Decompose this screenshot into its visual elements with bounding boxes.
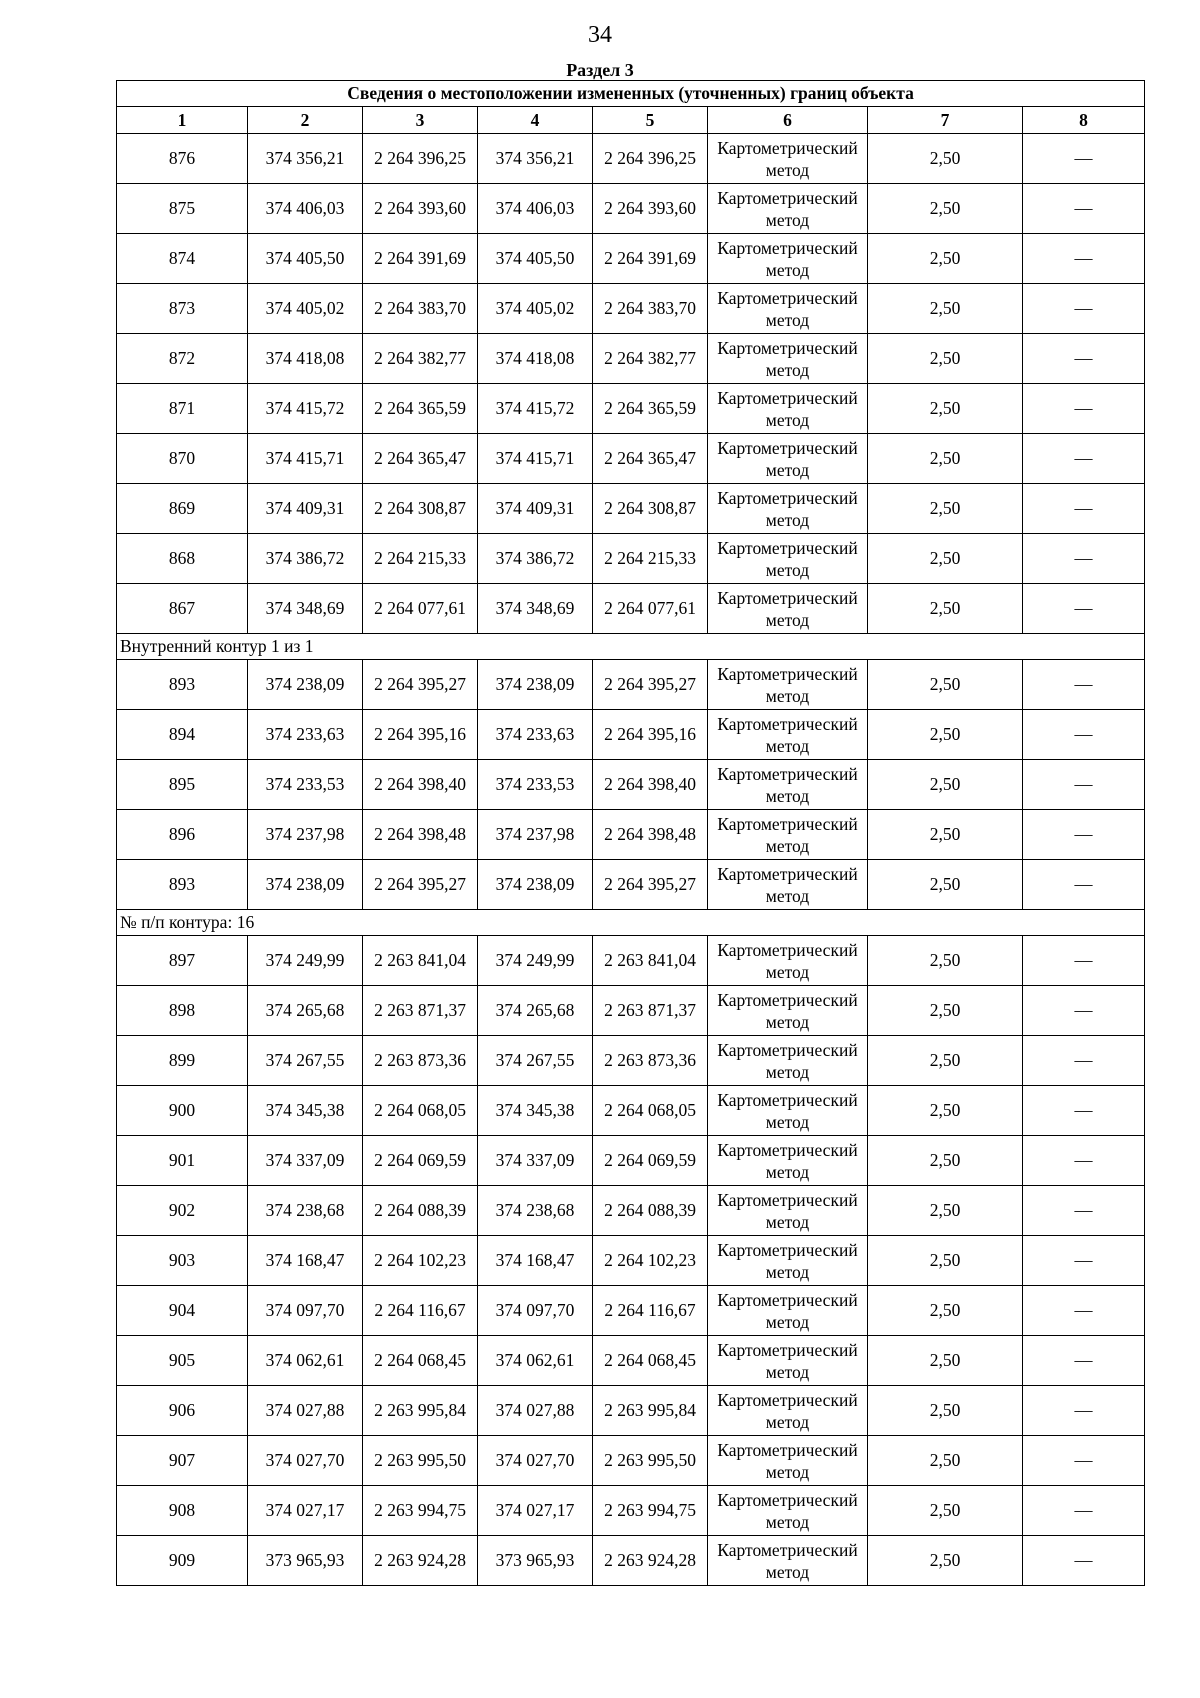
method-cell: Картометрический метод (708, 1236, 868, 1286)
y-refined-cell: 2 264 068,05 (593, 1086, 708, 1136)
accuracy-cell: 2,50 (868, 334, 1023, 384)
accuracy-cell: 2,50 (868, 1386, 1023, 1436)
point-number-cell: 896 (117, 810, 248, 860)
column-number: 7 (868, 107, 1023, 134)
column-number: 6 (708, 107, 868, 134)
point-number-cell: 872 (117, 334, 248, 384)
accuracy-cell: 2,50 (868, 284, 1023, 334)
x-refined-cell: 373 965,93 (478, 1536, 593, 1586)
description-cell: — (1023, 986, 1145, 1036)
x-existing-cell: 374 027,17 (248, 1486, 363, 1536)
y-existing-cell: 2 263 924,28 (363, 1536, 478, 1586)
description-cell: — (1023, 1336, 1145, 1386)
accuracy-cell: 2,50 (868, 1436, 1023, 1486)
y-refined-cell: 2 264 088,39 (593, 1186, 708, 1236)
point-number-cell: 873 (117, 284, 248, 334)
method-cell: Картометрический метод (708, 860, 868, 910)
description-cell: — (1023, 134, 1145, 184)
description-cell: — (1023, 334, 1145, 384)
y-refined-cell: 2 264 391,69 (593, 234, 708, 284)
x-existing-cell: 374 238,09 (248, 660, 363, 710)
accuracy-cell: 2,50 (868, 660, 1023, 710)
table-row (117, 584, 1145, 634)
accuracy-cell: 2,50 (868, 1186, 1023, 1236)
table-row (117, 534, 1145, 584)
accuracy-cell: 2,50 (868, 1036, 1023, 1086)
y-refined-cell: 2 264 116,67 (593, 1286, 708, 1336)
section-title: Раздел 3 (566, 60, 634, 80)
method-cell: Картометрический метод (708, 384, 868, 434)
table-row (117, 1486, 1145, 1536)
accuracy-cell: 2,50 (868, 584, 1023, 634)
table-row (117, 1336, 1145, 1386)
table-row (117, 1086, 1145, 1136)
contour-heading: № п/п контура: 16 (117, 910, 1145, 936)
table-row (117, 986, 1145, 1036)
point-number-cell: 903 (117, 1236, 248, 1286)
x-refined-cell: 374 168,47 (478, 1236, 593, 1286)
x-refined-cell: 374 237,98 (478, 810, 593, 860)
table-row (117, 710, 1145, 760)
x-refined-cell: 374 405,02 (478, 284, 593, 334)
table-row (117, 1036, 1145, 1086)
x-refined-cell: 374 409,31 (478, 484, 593, 534)
description-cell: — (1023, 1136, 1145, 1186)
method-cell: Картометрический метод (708, 1336, 868, 1386)
y-existing-cell: 2 264 383,70 (363, 284, 478, 334)
description-cell: — (1023, 1036, 1145, 1086)
y-refined-cell: 2 263 871,37 (593, 986, 708, 1036)
accuracy-cell: 2,50 (868, 936, 1023, 986)
accuracy-cell: 2,50 (868, 760, 1023, 810)
y-refined-cell: 2 263 924,28 (593, 1536, 708, 1586)
method-cell: Картометрический метод (708, 334, 868, 384)
column-number: 3 (363, 107, 478, 134)
point-number-cell: 908 (117, 1486, 248, 1536)
x-refined-cell: 374 267,55 (478, 1036, 593, 1086)
contour-heading-row (117, 910, 1145, 936)
table-caption: Сведения о местоположении измененных (уточненных) границ объекта (117, 81, 1145, 107)
method-cell: Картометрический метод (708, 936, 868, 986)
x-existing-cell: 374 233,63 (248, 710, 363, 760)
accuracy-cell: 2,50 (868, 234, 1023, 284)
x-existing-cell: 374 406,03 (248, 184, 363, 234)
accuracy-cell: 2,50 (868, 810, 1023, 860)
y-existing-cell: 2 264 102,23 (363, 1236, 478, 1286)
y-refined-cell: 2 264 396,25 (593, 134, 708, 184)
column-number: 1 (117, 107, 248, 134)
method-cell: Картометрический метод (708, 1086, 868, 1136)
table-row (117, 334, 1145, 384)
table-row (117, 1286, 1145, 1336)
description-cell: — (1023, 810, 1145, 860)
point-number-cell: 893 (117, 660, 248, 710)
method-cell: Картометрический метод (708, 1486, 868, 1536)
x-existing-cell: 374 415,71 (248, 434, 363, 484)
accuracy-cell: 2,50 (868, 1236, 1023, 1286)
table-row (117, 484, 1145, 534)
y-existing-cell: 2 264 069,59 (363, 1136, 478, 1186)
table-row (117, 860, 1145, 910)
x-refined-cell: 374 418,08 (478, 334, 593, 384)
accuracy-cell: 2,50 (868, 1286, 1023, 1336)
accuracy-cell: 2,50 (868, 1486, 1023, 1536)
y-existing-cell: 2 264 398,40 (363, 760, 478, 810)
table-row (117, 284, 1145, 334)
x-existing-cell: 374 337,09 (248, 1136, 363, 1186)
y-existing-cell: 2 264 068,45 (363, 1336, 478, 1386)
point-number-cell: 875 (117, 184, 248, 234)
x-refined-cell: 374 249,99 (478, 936, 593, 986)
table-row (117, 1236, 1145, 1286)
y-refined-cell: 2 264 383,70 (593, 284, 708, 334)
method-cell: Картометрический метод (708, 760, 868, 810)
y-existing-cell: 2 264 398,48 (363, 810, 478, 860)
description-cell: — (1023, 1386, 1145, 1436)
x-refined-cell: 374 062,61 (478, 1336, 593, 1386)
method-cell: Картометрический метод (708, 1136, 868, 1186)
x-refined-cell: 374 415,72 (478, 384, 593, 434)
accuracy-cell: 2,50 (868, 1086, 1023, 1136)
y-refined-cell: 2 264 068,45 (593, 1336, 708, 1386)
contour-heading: Внутренний контур 1 из 1 (117, 634, 1145, 660)
x-existing-cell: 374 409,31 (248, 484, 363, 534)
method-cell: Картометрический метод (708, 134, 868, 184)
description-cell: — (1023, 1536, 1145, 1586)
x-existing-cell: 374 386,72 (248, 534, 363, 584)
method-cell: Картометрический метод (708, 584, 868, 634)
y-existing-cell: 2 264 395,27 (363, 860, 478, 910)
x-existing-cell: 374 356,21 (248, 134, 363, 184)
description-cell: — (1023, 1186, 1145, 1236)
method-cell: Картометрический метод (708, 810, 868, 860)
y-refined-cell: 2 263 995,84 (593, 1386, 708, 1436)
x-refined-cell: 374 027,17 (478, 1486, 593, 1536)
x-refined-cell: 374 238,09 (478, 660, 593, 710)
point-number-cell: 900 (117, 1086, 248, 1136)
accuracy-cell: 2,50 (868, 384, 1023, 434)
description-cell: — (1023, 434, 1145, 484)
table-row (117, 384, 1145, 434)
column-number: 8 (1023, 107, 1145, 134)
description-cell: — (1023, 710, 1145, 760)
point-number-cell: 874 (117, 234, 248, 284)
contour-heading-row (117, 634, 1145, 660)
description-cell: — (1023, 860, 1145, 910)
point-number-cell: 876 (117, 134, 248, 184)
point-number-cell: 867 (117, 584, 248, 634)
y-refined-cell: 2 263 994,75 (593, 1486, 708, 1536)
y-refined-cell: 2 264 395,16 (593, 710, 708, 760)
y-existing-cell: 2 264 308,87 (363, 484, 478, 534)
x-existing-cell: 374 237,98 (248, 810, 363, 860)
y-refined-cell: 2 264 069,59 (593, 1136, 708, 1186)
table-row (117, 134, 1145, 184)
y-refined-cell: 2 264 102,23 (593, 1236, 708, 1286)
accuracy-cell: 2,50 (868, 1136, 1023, 1186)
table-row (117, 1386, 1145, 1436)
point-number-cell: 897 (117, 936, 248, 986)
method-cell: Картометрический метод (708, 1036, 868, 1086)
description-cell: — (1023, 1486, 1145, 1536)
accuracy-cell: 2,50 (868, 1336, 1023, 1386)
y-existing-cell: 2 264 382,77 (363, 334, 478, 384)
y-existing-cell: 2 264 068,05 (363, 1086, 478, 1136)
y-existing-cell: 2 264 391,69 (363, 234, 478, 284)
point-number-cell: 901 (117, 1136, 248, 1186)
column-number: 2 (248, 107, 363, 134)
method-cell: Картометрический метод (708, 434, 868, 484)
point-number-cell: 870 (117, 434, 248, 484)
method-cell: Картометрический метод (708, 484, 868, 534)
description-cell: — (1023, 284, 1145, 334)
x-existing-cell: 374 238,68 (248, 1186, 363, 1236)
y-existing-cell: 2 264 077,61 (363, 584, 478, 634)
x-refined-cell: 374 386,72 (478, 534, 593, 584)
method-cell: Картометрический метод (708, 534, 868, 584)
x-existing-cell: 374 233,53 (248, 760, 363, 810)
y-refined-cell: 2 264 215,33 (593, 534, 708, 584)
column-number: 4 (478, 107, 593, 134)
table-row (117, 760, 1145, 810)
method-cell: Картометрический метод (708, 660, 868, 710)
point-number-cell: 899 (117, 1036, 248, 1086)
x-refined-cell: 374 233,63 (478, 710, 593, 760)
y-existing-cell: 2 264 365,59 (363, 384, 478, 434)
x-refined-cell: 374 233,53 (478, 760, 593, 810)
y-refined-cell: 2 264 398,40 (593, 760, 708, 810)
method-cell: Картометрический метод (708, 1536, 868, 1586)
column-number: 5 (593, 107, 708, 134)
y-refined-cell: 2 263 873,36 (593, 1036, 708, 1086)
method-cell: Картометрический метод (708, 284, 868, 334)
y-existing-cell: 2 264 365,47 (363, 434, 478, 484)
y-refined-cell: 2 264 395,27 (593, 660, 708, 710)
table-row (117, 1186, 1145, 1236)
description-cell: — (1023, 1286, 1145, 1336)
y-existing-cell: 2 264 393,60 (363, 184, 478, 234)
description-cell: — (1023, 534, 1145, 584)
point-number-cell: 905 (117, 1336, 248, 1386)
point-number-cell: 902 (117, 1186, 248, 1236)
table-caption-row (117, 81, 1145, 107)
x-existing-cell: 374 418,08 (248, 334, 363, 384)
point-number-cell: 893 (117, 860, 248, 910)
point-number-cell: 904 (117, 1286, 248, 1336)
accuracy-cell: 2,50 (868, 860, 1023, 910)
accuracy-cell: 2,50 (868, 710, 1023, 760)
y-refined-cell: 2 263 841,04 (593, 936, 708, 986)
boundary-coordinates-table (116, 80, 1145, 1586)
table-row (117, 1436, 1145, 1486)
point-number-cell: 871 (117, 384, 248, 434)
y-refined-cell: 2 264 365,59 (593, 384, 708, 434)
y-refined-cell: 2 264 393,60 (593, 184, 708, 234)
table-row (117, 184, 1145, 234)
description-cell: — (1023, 384, 1145, 434)
accuracy-cell: 2,50 (868, 1536, 1023, 1586)
y-existing-cell: 2 264 116,67 (363, 1286, 478, 1336)
y-existing-cell: 2 264 395,16 (363, 710, 478, 760)
point-number-cell: 895 (117, 760, 248, 810)
table-row (117, 234, 1145, 284)
y-refined-cell: 2 264 077,61 (593, 584, 708, 634)
x-refined-cell: 374 415,71 (478, 434, 593, 484)
x-existing-cell: 373 965,93 (248, 1536, 363, 1586)
y-existing-cell: 2 263 995,50 (363, 1436, 478, 1486)
column-number-row (117, 107, 1145, 134)
description-cell: — (1023, 1436, 1145, 1486)
x-existing-cell: 374 249,99 (248, 936, 363, 986)
y-refined-cell: 2 264 365,47 (593, 434, 708, 484)
y-existing-cell: 2 264 215,33 (363, 534, 478, 584)
accuracy-cell: 2,50 (868, 434, 1023, 484)
y-refined-cell: 2 264 395,27 (593, 860, 708, 910)
x-existing-cell: 374 267,55 (248, 1036, 363, 1086)
method-cell: Картометрический метод (708, 1186, 868, 1236)
method-cell: Картометрический метод (708, 234, 868, 284)
accuracy-cell: 2,50 (868, 184, 1023, 234)
method-cell: Картометрический метод (708, 1386, 868, 1436)
point-number-cell: 894 (117, 710, 248, 760)
y-existing-cell: 2 263 841,04 (363, 936, 478, 986)
y-existing-cell: 2 263 873,36 (363, 1036, 478, 1086)
description-cell: — (1023, 660, 1145, 710)
point-number-cell: 869 (117, 484, 248, 534)
x-existing-cell: 374 168,47 (248, 1236, 363, 1286)
description-cell: — (1023, 1236, 1145, 1286)
description-cell: — (1023, 484, 1145, 534)
table-row (117, 660, 1145, 710)
x-refined-cell: 374 337,09 (478, 1136, 593, 1186)
x-refined-cell: 374 027,88 (478, 1386, 593, 1436)
x-existing-cell: 374 405,02 (248, 284, 363, 334)
accuracy-cell: 2,50 (868, 134, 1023, 184)
y-existing-cell: 2 264 396,25 (363, 134, 478, 184)
y-existing-cell: 2 263 994,75 (363, 1486, 478, 1536)
y-existing-cell: 2 264 395,27 (363, 660, 478, 710)
accuracy-cell: 2,50 (868, 986, 1023, 1036)
method-cell: Картометрический метод (708, 986, 868, 1036)
x-existing-cell: 374 405,50 (248, 234, 363, 284)
y-refined-cell: 2 263 995,50 (593, 1436, 708, 1486)
y-refined-cell: 2 264 382,77 (593, 334, 708, 384)
y-refined-cell: 2 264 398,48 (593, 810, 708, 860)
y-refined-cell: 2 264 308,87 (593, 484, 708, 534)
x-refined-cell: 374 406,03 (478, 184, 593, 234)
table-row (117, 1536, 1145, 1586)
description-cell: — (1023, 1086, 1145, 1136)
x-existing-cell: 374 062,61 (248, 1336, 363, 1386)
x-refined-cell: 374 238,09 (478, 860, 593, 910)
x-existing-cell: 374 265,68 (248, 986, 363, 1036)
table-row (117, 810, 1145, 860)
description-cell: — (1023, 760, 1145, 810)
x-existing-cell: 374 345,38 (248, 1086, 363, 1136)
x-existing-cell: 374 238,09 (248, 860, 363, 910)
point-number-cell: 909 (117, 1536, 248, 1586)
point-number-cell: 907 (117, 1436, 248, 1486)
accuracy-cell: 2,50 (868, 534, 1023, 584)
point-number-cell: 906 (117, 1386, 248, 1436)
x-refined-cell: 374 027,70 (478, 1436, 593, 1486)
x-refined-cell: 374 097,70 (478, 1286, 593, 1336)
y-existing-cell: 2 264 088,39 (363, 1186, 478, 1236)
description-cell: — (1023, 184, 1145, 234)
y-existing-cell: 2 263 871,37 (363, 986, 478, 1036)
x-refined-cell: 374 265,68 (478, 986, 593, 1036)
x-existing-cell: 374 415,72 (248, 384, 363, 434)
method-cell: Картометрический метод (708, 1436, 868, 1486)
x-refined-cell: 374 356,21 (478, 134, 593, 184)
method-cell: Картометрический метод (708, 710, 868, 760)
table-body (117, 134, 1145, 1586)
x-refined-cell: 374 348,69 (478, 584, 593, 634)
x-existing-cell: 374 097,70 (248, 1286, 363, 1336)
table-row (117, 1136, 1145, 1186)
x-refined-cell: 374 405,50 (478, 234, 593, 284)
page-number: 34 (588, 22, 612, 48)
description-cell: — (1023, 584, 1145, 634)
point-number-cell: 868 (117, 534, 248, 584)
accuracy-cell: 2,50 (868, 484, 1023, 534)
table-row (117, 434, 1145, 484)
point-number-cell: 898 (117, 986, 248, 1036)
table-row (117, 936, 1145, 986)
x-refined-cell: 374 345,38 (478, 1086, 593, 1136)
x-existing-cell: 374 027,70 (248, 1436, 363, 1486)
description-cell: — (1023, 936, 1145, 986)
x-refined-cell: 374 238,68 (478, 1186, 593, 1236)
x-existing-cell: 374 348,69 (248, 584, 363, 634)
method-cell: Картометрический метод (708, 1286, 868, 1336)
x-existing-cell: 374 027,88 (248, 1386, 363, 1436)
method-cell: Картометрический метод (708, 184, 868, 234)
description-cell: — (1023, 234, 1145, 284)
y-existing-cell: 2 263 995,84 (363, 1386, 478, 1436)
